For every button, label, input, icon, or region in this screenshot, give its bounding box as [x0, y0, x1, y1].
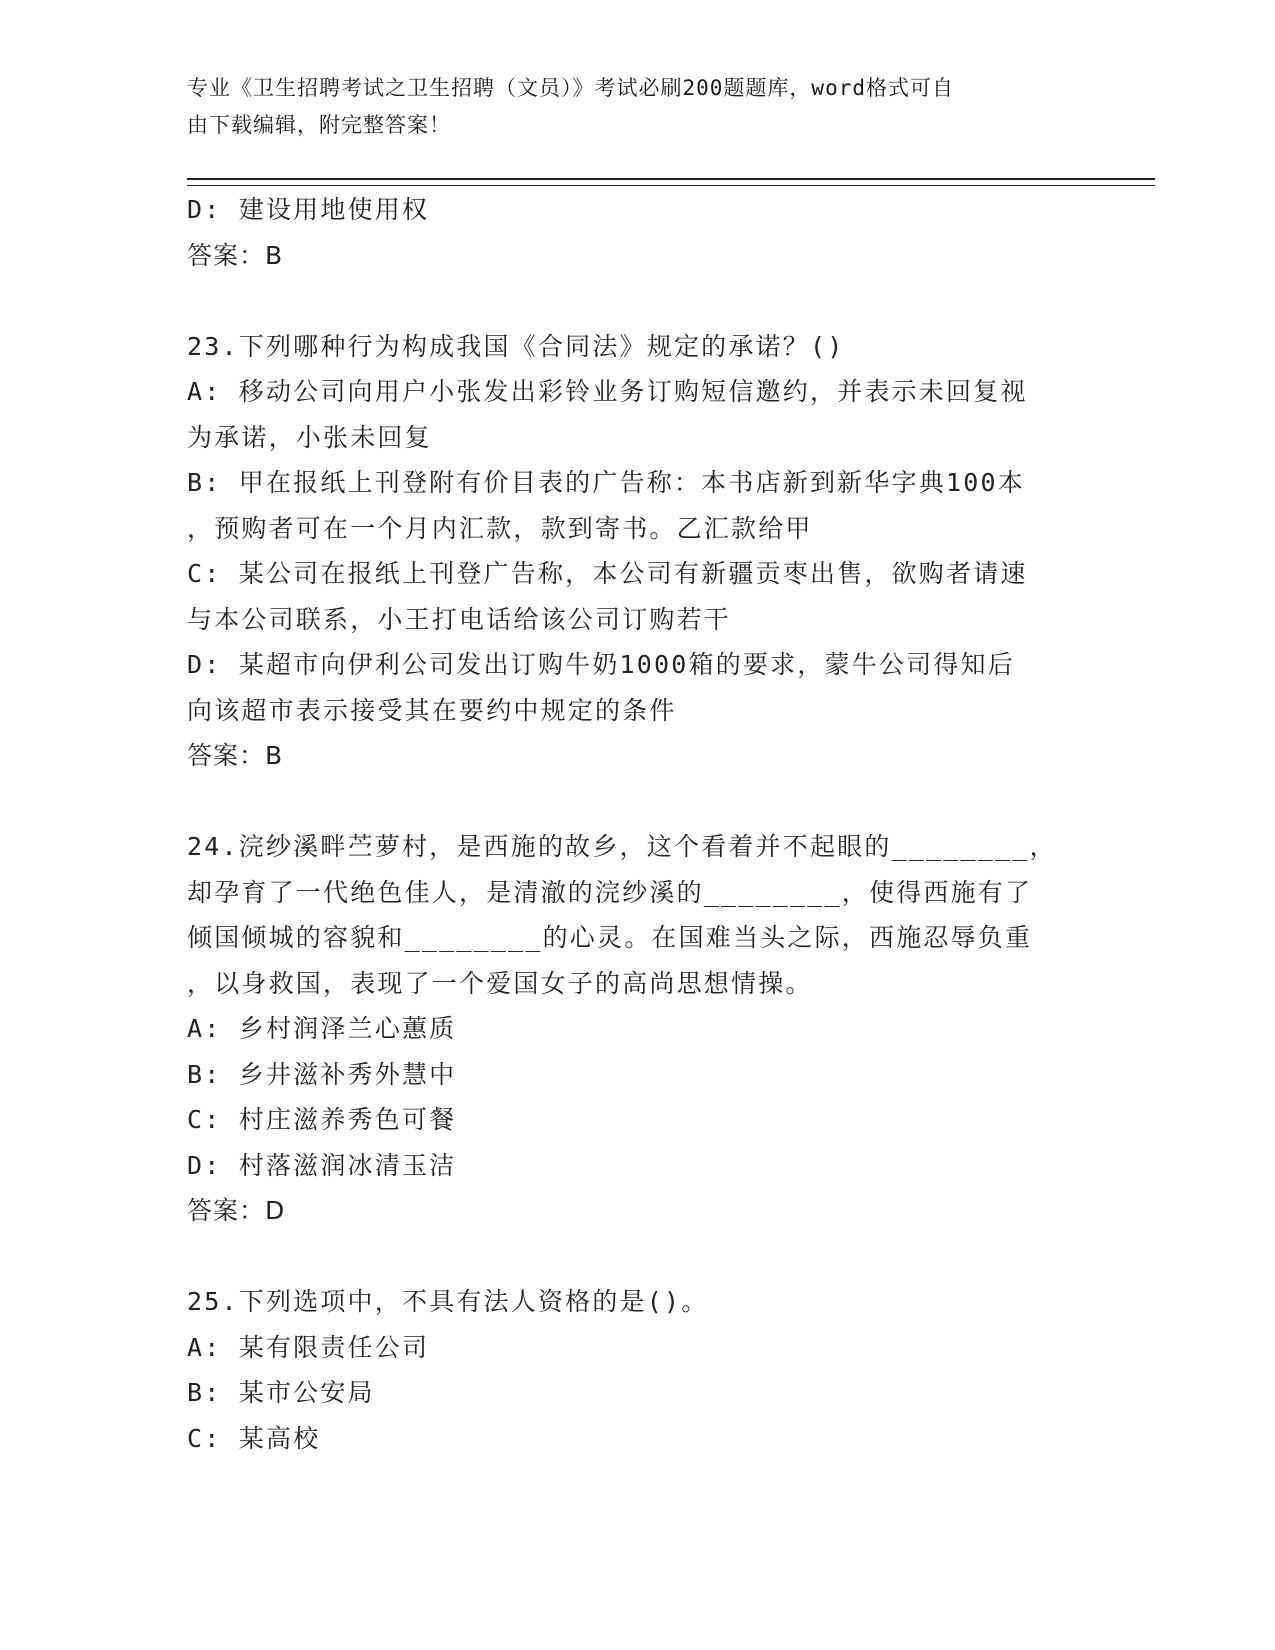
question-list	[187, 187, 1087, 1461]
q24-stem-line-1: 24.浣纱溪畔苎萝村，是西施的故乡，这个看着并不起眼的________，	[187, 832, 1057, 861]
q24-option-d: D: 村落滋润冰清玉洁	[187, 1150, 457, 1180]
q23-option-a-line-1: A: 移动公司向用户小张发出彩铃业务订购短信邀约，并表示未回复视	[187, 377, 1028, 406]
q23-option-a-line-2: 为承诺，小张未回复	[187, 422, 432, 452]
question-spacer	[187, 1234, 1087, 1280]
q24-option-a: A: 乡村润泽兰心蕙质	[187, 1014, 457, 1043]
header-divider	[187, 178, 1155, 186]
header-title-line-2: 由下载编辑，附完整答案！	[187, 113, 451, 137]
q24-stem-line-4: ，以身救国，表现了一个爱国女子的高尚思想情操。	[187, 968, 813, 998]
q22-option-d: D: 建设用地使用权	[187, 195, 430, 224]
q25-stem: 25.下列选项中，不具有法人资格的是()。	[187, 1287, 709, 1316]
q25-option-b: B: 某市公安局	[187, 1378, 375, 1407]
q24-answer: 答案：D	[187, 1196, 286, 1225]
q23-option-d-line-1: D: 某超市向伊利公司发出订购牛奶1000箱的要求，蒙牛公司得知后	[187, 650, 1015, 679]
q24-stem-line-2: 却孕育了一代绝色佳人，是清澈的浣纱溪的________，使得西施有了	[187, 877, 1033, 907]
q22-answer: 答案：B	[187, 240, 284, 270]
header-title-line-1: 专业《卫生招聘考试之卫生招聘（文员）》考试必刷200题题库，word格式可自	[187, 76, 954, 100]
q23-answer: 答案：B	[187, 741, 284, 770]
document-header	[187, 70, 1067, 144]
q23-option-d-line-2: 向该超市表示接受其在要约中规定的条件	[187, 695, 677, 725]
q25-option-c: C: 某高校	[187, 1423, 321, 1453]
question-spacer	[187, 779, 1087, 825]
q23-option-c-line-2: 与本公司联系，小王打电话给该公司订购若干	[187, 604, 732, 634]
q23-option-c-line-1: C: 某公司在报纸上刊登广告称，本公司有新疆贡枣出售，欲购者请速	[187, 559, 1028, 588]
q23-option-b-line-2: ，预购者可在一个月内汇款，款到寄书。乙汇款给甲	[187, 513, 813, 543]
q23-stem: 23.下列哪种行为构成我国《合同法》规定的承诺？()	[187, 331, 845, 361]
q23-option-b-line-1: B: 甲在报纸上刊登附有价目表的广告称：本书店新到新华字典100本	[187, 468, 1025, 497]
question-spacer	[187, 278, 1087, 324]
q24-option-b: B: 乡井滋补秀外慧中	[187, 1059, 457, 1089]
q25-option-a: A: 某有限责任公司	[187, 1332, 430, 1362]
q24-stem-line-3: 倾国倾城的容貌和________的心灵。在国难当头之际，西施忍辱负重	[187, 923, 1033, 952]
q24-option-c: C: 村庄滋养秀色可餐	[187, 1105, 457, 1134]
